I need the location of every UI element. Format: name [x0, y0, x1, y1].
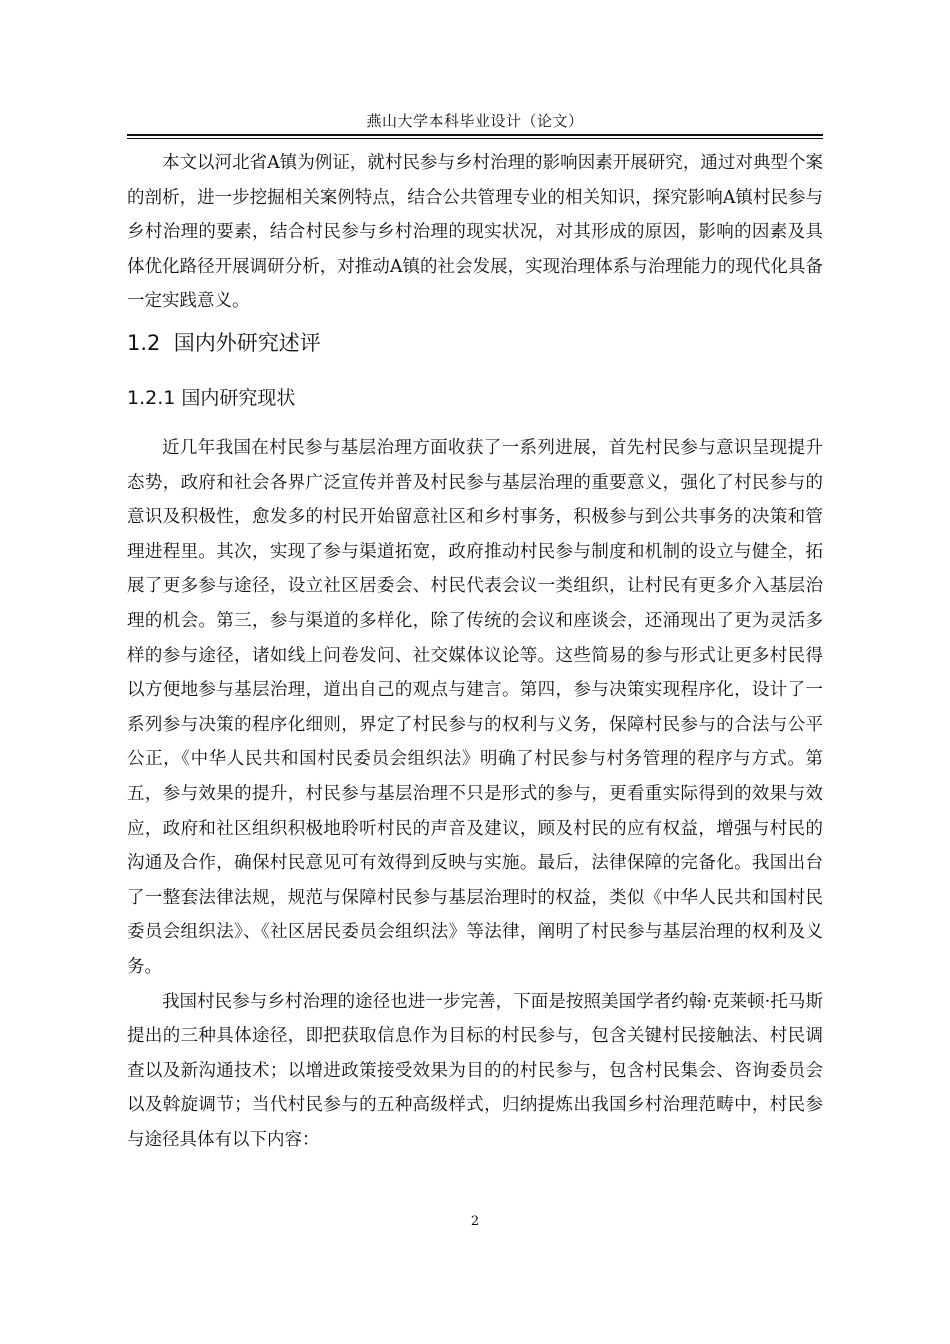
- body-text: [127, 431, 823, 1157]
- page-number: 2: [470, 1214, 480, 1229]
- body-paragraph: 我国村民参与乡村治理的途径也进一步完善，下面是按照美国学者约翰·克莱顿·托马斯提出的三种具体途径，即把获取信息作为目标的村民参与，包含关键村民接触法、村民调查以及新沟通技术；以增进政策接受效果为目的的村民参与，包含村民集会、咨询委员会以及斡旋调节；当代村民参与的五种高级样式，归纳提炼出我国乡村治理范畴中，村民参与途径具体有以下内容：: [127, 991, 823, 1150]
- body-paragraph: 近几年我国在村民参与基层治理方面收获了一系列进展，首先村民参与意识呈现提升态势，政府和社会各界广泛宣传并普及村民参与基层治理的重要意义，强化了村民参与的意识及积极性，愈发多的村民开始留意社区和乡村事务，积极参与到公共事务的决策和管理进程里。其次，实现了参与渠道拓宽，政府推动村民参与制度和机制的设立与健全，拓展了更多参与途径，设立社区居委会、村民代表会议一类组织，让村民有更多介入基层治理的机会。第三，参与渠道的多样化，除了传统的会议和座谈会，还涌现出了更为灵活多样的参与途径，诸如线上问卷发问、社交媒体议论等。这些简易的参与形式让更多村民得以方便地参与基层治理，道出自己的观点与建言。第四，参与决策实现程序化，设计了一系列参与决策的程序化细则，界定了村民参与的权利与义务，保障村民参与的合法与公平公正，《中华人民共和国村民委员会组织法》明确了村民参与村务管理的程序与方式。第五，参与效果的提升，村民参与基层治理不只是形式的参与，更看重实际得到的效果与效应，政府和社区组织积极地聆听村民的声音及建议，顾及村民的应有权益，增强与村民的沟通及合作，确保村民意见可有效得到反映与实施。最后，法律保障的完备化。我国出台了一整套法律法规，规范与保障村民参与基层治理时的权益，类似《中华人民共和国村民委员会组织法》、《社区居民委员会组织法》等法律，阐明了村民参与基层治理的权利及义务。: [127, 438, 823, 977]
- intro-paragraph-block: [127, 146, 823, 319]
- section-heading: 1.2 国内外研究述评: [127, 331, 321, 355]
- header-rule-thick: [127, 134, 823, 136]
- page-header: 燕山大学本科毕业设计（论文）: [366, 112, 584, 130]
- intro-paragraph: 本文以河北省A镇为例证，就村民参与乡村治理的影响因素开展研究，通过对典型个案的剖析，进一步挖掘相关案例特点，结合公共管理专业的相关知识，探究影响A镇村民参与乡村治理的要素，结合村民参与乡村治理的现实状况，对其形成的原因，影响的因素及具体优化路径开展调研分析，对推动A镇的社会发展，实现治理体系与治理能力的现代化具备一定实践意义。: [127, 153, 823, 312]
- header-rule-thin: [127, 138, 823, 139]
- subsection-heading: 1.2.1 国内研究现状: [127, 387, 296, 409]
